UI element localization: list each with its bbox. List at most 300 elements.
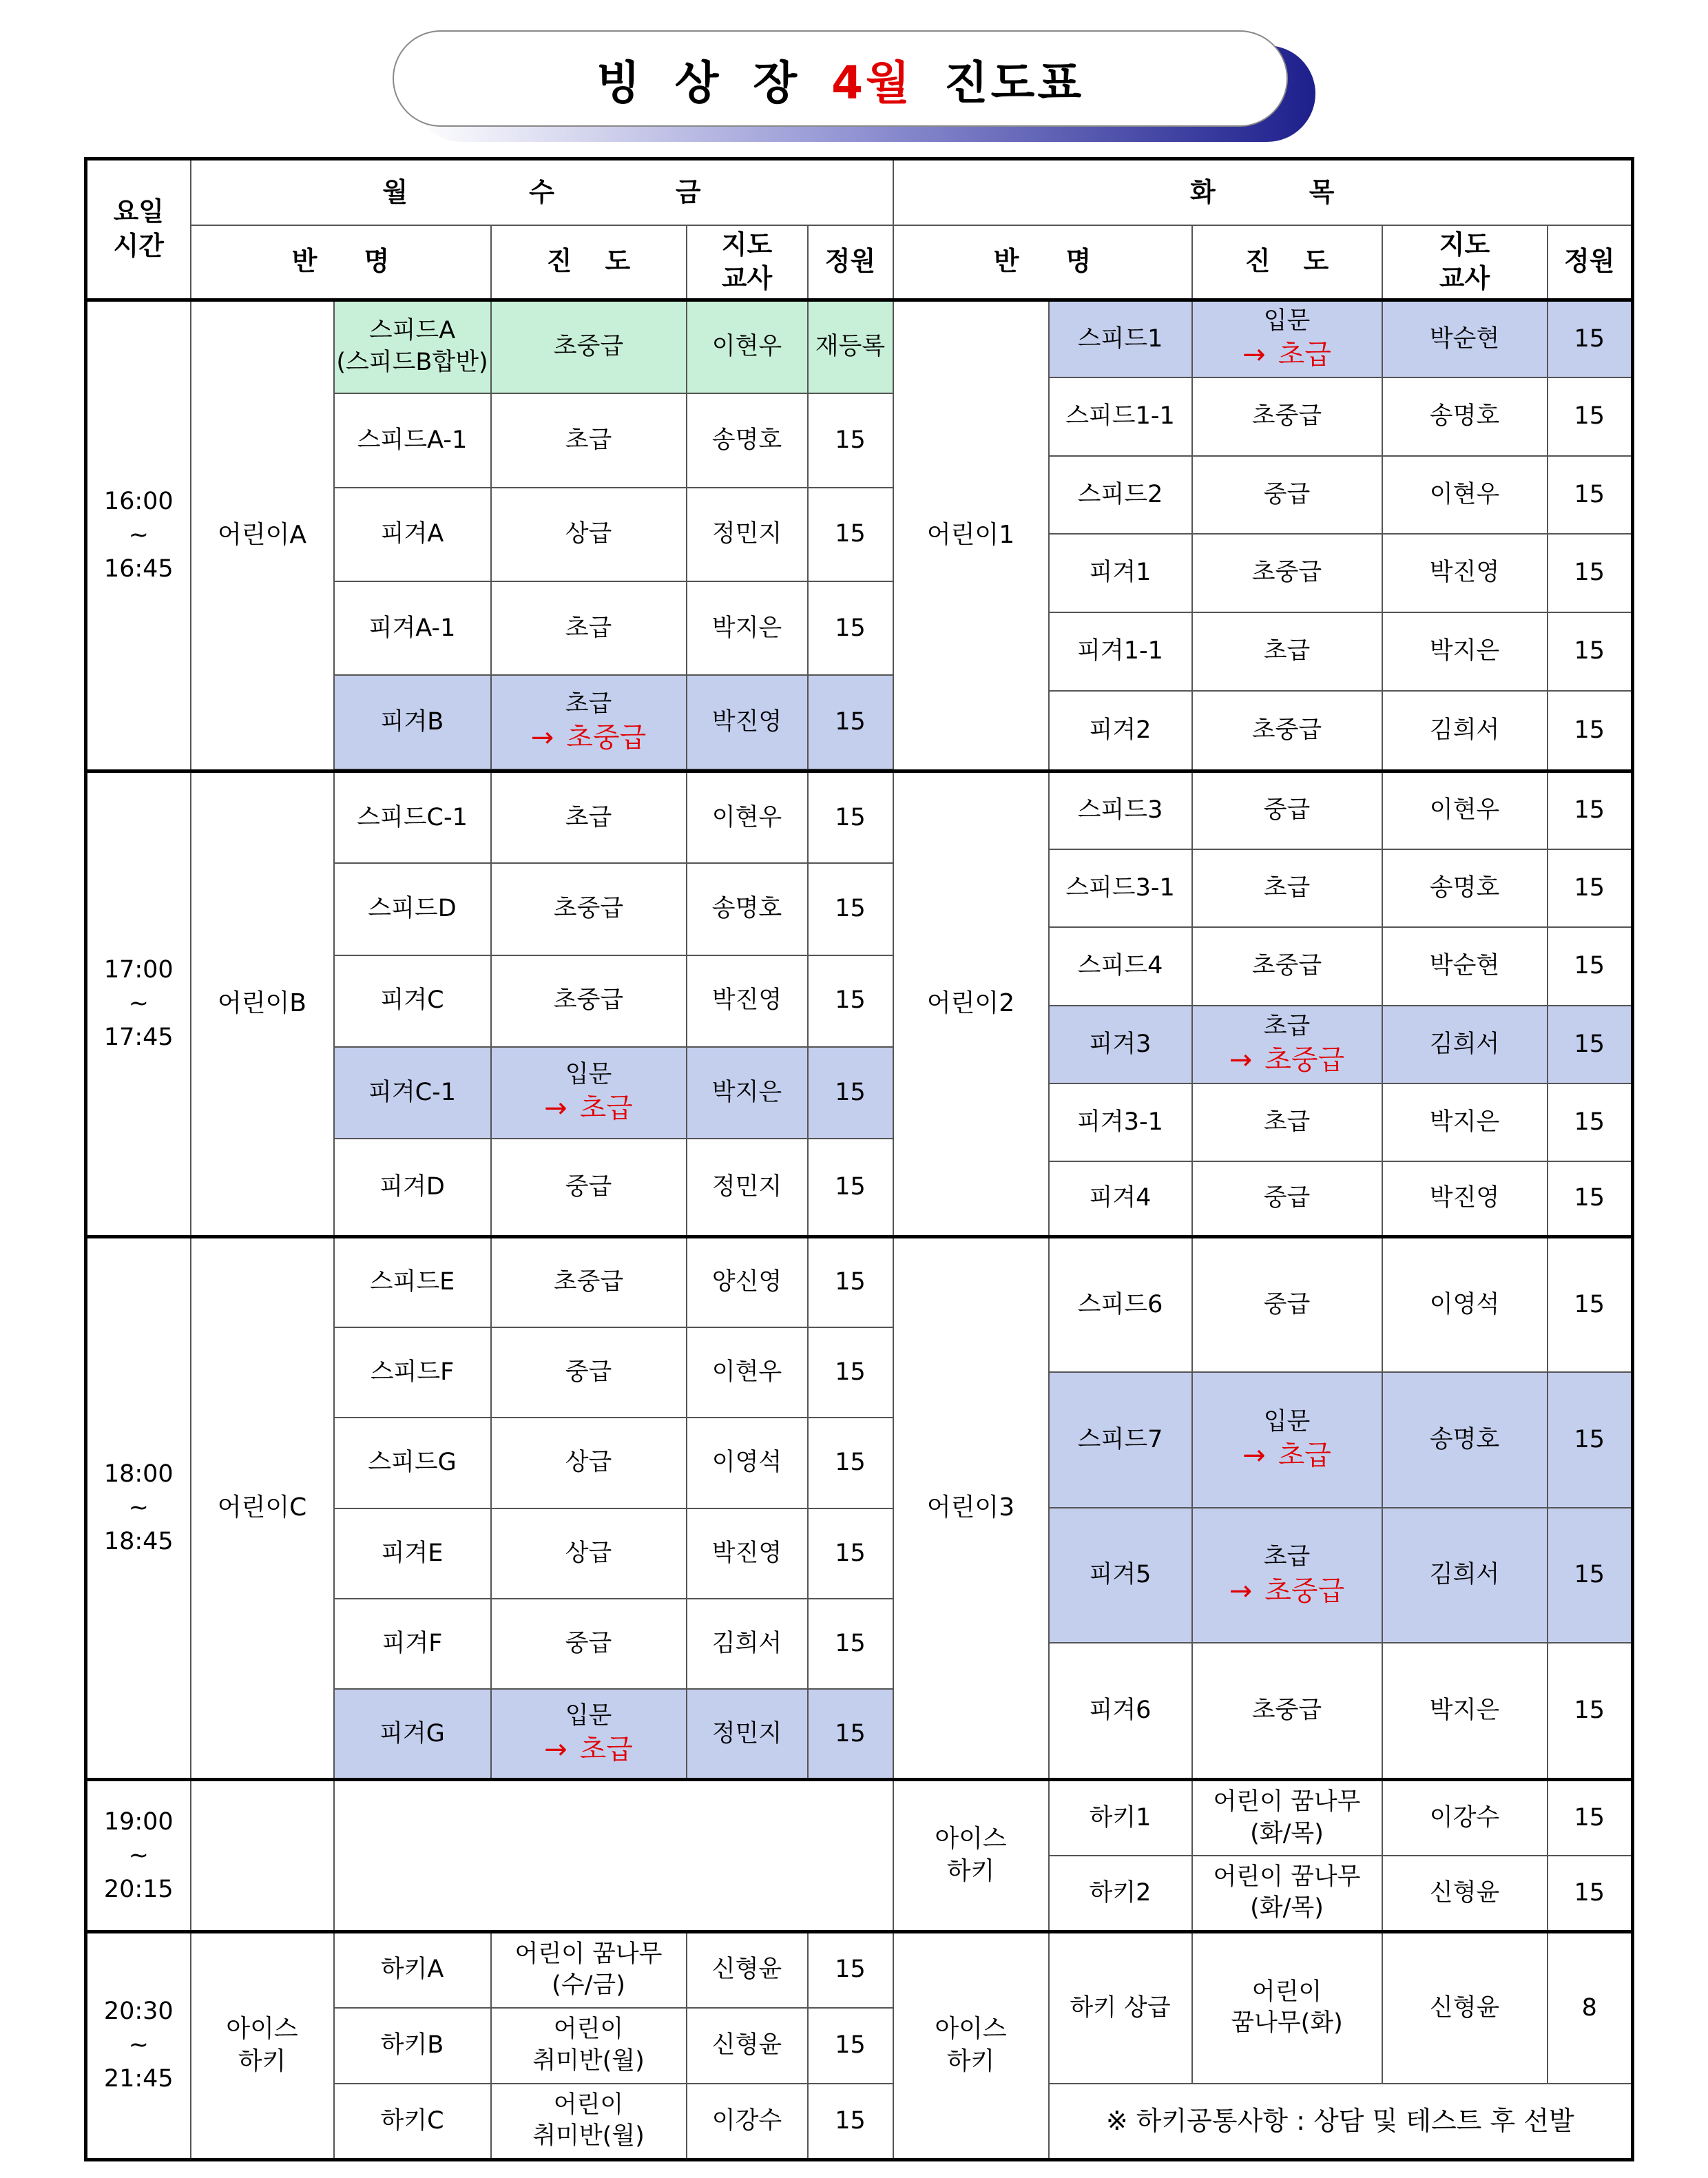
progress-line: 어린이 — [553, 2091, 624, 2119]
progress-next — [1193, 1573, 1382, 1609]
time-label: 시간 — [113, 230, 164, 261]
progress-level: 중급 — [565, 1172, 612, 1201]
teacher-name: 김희서 — [1429, 716, 1500, 744]
progress-level: 중급 — [1263, 1290, 1311, 1318]
time-line: 20:30 — [103, 1998, 174, 2026]
class-header-char: 명 — [364, 246, 390, 277]
title-word-3: 장 — [753, 56, 800, 110]
capacity-cell — [1548, 1856, 1633, 1931]
teacher-name: 정민지 — [711, 520, 782, 548]
progress-cell — [491, 1931, 687, 2007]
capacity-cell — [808, 1327, 893, 1418]
progress-cell — [1192, 1161, 1382, 1236]
capacity-value: 15 — [1574, 1108, 1605, 1136]
progress-current: 초급 — [1263, 1543, 1311, 1571]
progress-next-level: 초급 — [579, 1092, 633, 1125]
time-line: ~ — [128, 990, 149, 1018]
capacity-cell — [1548, 1780, 1633, 1856]
group-cell — [893, 1931, 1049, 2159]
progress-line: 어린이 꿈나무 — [514, 1940, 663, 1968]
capacity-value: 15 — [835, 803, 866, 831]
progress-level: 초급 — [1263, 1108, 1311, 1136]
class-name: 피겨F — [382, 1629, 443, 1657]
class-name: 스피드D — [368, 895, 457, 923]
capacity-cell — [808, 1599, 893, 1689]
capacity-cell — [808, 393, 893, 487]
teacher-name: 송명호 — [1429, 402, 1500, 431]
teacher-cell — [687, 863, 808, 955]
progress-current: 초급 — [565, 689, 612, 718]
progress-level: 상급 — [565, 1539, 612, 1567]
class-name: 스피드A-1 — [357, 426, 468, 454]
class-header — [191, 225, 491, 300]
class-name-cell — [1049, 1372, 1192, 1508]
capacity-value: 15 — [1574, 1803, 1605, 1832]
class-name: 하키1 — [1089, 1803, 1152, 1832]
progress-cell — [491, 300, 687, 393]
class-name: 하키C — [380, 2106, 444, 2135]
class-name-cell — [1049, 1643, 1192, 1780]
teacher-cell — [1382, 1931, 1548, 2084]
teacher-name: 박진영 — [711, 1539, 782, 1567]
class-name-cell — [1049, 1006, 1192, 1083]
progress-cell — [1192, 612, 1382, 690]
capacity-value: 15 — [835, 1268, 866, 1296]
group-cell — [191, 1931, 334, 2159]
progress-cell — [1192, 771, 1382, 849]
class-name: 피겨3 — [1089, 1030, 1152, 1058]
capacity-cell — [808, 1047, 893, 1139]
progress-level: 초급 — [565, 614, 612, 642]
capacity-cell — [1548, 534, 1633, 612]
teacher-name: 송명호 — [1429, 874, 1500, 902]
progress-level: 초중급 — [553, 986, 624, 1015]
progress-line: 취미반(월) — [532, 2122, 645, 2150]
class-name-cell — [334, 1689, 491, 1779]
teacher-name: 이강수 — [1429, 1803, 1500, 1832]
class-name-cell — [334, 393, 491, 487]
teacher-name: 박순현 — [1429, 952, 1500, 980]
progress-next-level: 초급 — [1278, 1440, 1331, 1472]
capacity-value: 15 — [1574, 1290, 1605, 1318]
teacher-name: 이영석 — [711, 1449, 782, 1477]
progress-header — [491, 225, 687, 300]
progress-level: 중급 — [1263, 480, 1311, 508]
progress-level: 초중급 — [553, 1268, 624, 1296]
capacity-cell — [1548, 612, 1633, 690]
arrow-icon: → — [544, 1092, 567, 1125]
teacher-cell — [687, 393, 808, 487]
progress-current: 입문 — [1263, 307, 1311, 335]
capacity-cell — [808, 1139, 893, 1236]
group-cell — [893, 771, 1049, 1237]
teacher-cell — [1382, 1083, 1548, 1161]
class-name-cell — [334, 1599, 491, 1689]
capacity-value: 15 — [1574, 1184, 1605, 1212]
teacher-name: 신형윤 — [1429, 1878, 1500, 1907]
progress-line: (수/금) — [552, 1971, 625, 2000]
tt-header — [893, 159, 1633, 225]
capacity-cell — [808, 675, 893, 769]
class-name-cell — [1049, 1237, 1192, 1373]
capacity-value: 15 — [835, 1539, 866, 1567]
time-line: ~ — [128, 521, 149, 549]
teacher-cell — [687, 1418, 808, 1508]
title-word-1: 빙 — [596, 56, 643, 110]
class-name: 피겨3-1 — [1077, 1108, 1163, 1136]
day-time-header — [86, 159, 191, 300]
progress-line: 어린이 꿈나무 — [1213, 1863, 1361, 1891]
arrow-icon: → — [1229, 1044, 1253, 1077]
class-name: 스피드C-1 — [357, 803, 468, 831]
capacity-value: 15 — [1574, 1030, 1605, 1058]
progress-header — [1192, 225, 1382, 300]
class-name: 스피드3-1 — [1065, 874, 1175, 902]
teacher-cell — [687, 771, 808, 863]
group-cell — [191, 300, 334, 771]
capacity-value: 15 — [835, 614, 866, 642]
time-line: 16:00 — [103, 487, 174, 515]
class-name-cell — [334, 1931, 491, 2007]
progress-cell — [1192, 1006, 1382, 1083]
header-row-days — [86, 159, 1633, 225]
teacher-name: 박순현 — [1429, 324, 1500, 353]
teacher-name: 이현우 — [711, 1358, 782, 1386]
progress-header-char: 진 — [546, 246, 572, 277]
capacity-value: 15 — [1574, 952, 1605, 980]
capacity-value: 15 — [835, 707, 866, 736]
progress-cell — [1192, 377, 1382, 455]
teacher-name: 김희서 — [711, 1629, 782, 1657]
teacher-name: 박진영 — [711, 707, 782, 736]
teacher-name: 정민지 — [711, 1172, 782, 1201]
progress-next-level: 초중급 — [1264, 1044, 1345, 1077]
time-line: 20:15 — [103, 1875, 174, 1903]
teacher-cell — [1382, 849, 1548, 927]
schedule-table — [84, 157, 1634, 2161]
class-name-cell — [334, 675, 491, 769]
capacity-cell — [1548, 691, 1633, 771]
teacher-header — [1382, 225, 1548, 300]
time-line: ~ — [128, 1841, 149, 1869]
class-name: 피겨G — [379, 1719, 445, 1747]
capacity-cell — [1548, 1161, 1633, 1236]
teacher-name: 박진영 — [1429, 559, 1500, 587]
teacher-cell — [687, 1508, 808, 1599]
capacity-cell — [808, 581, 893, 675]
class-name-cell — [1049, 1931, 1192, 2084]
teacher-name: 이현우 — [711, 803, 782, 831]
capacity-cell — [1548, 456, 1633, 534]
class-name: 피겨C — [380, 986, 444, 1015]
capacity-cell — [808, 2008, 893, 2084]
capacity-header — [808, 225, 893, 300]
progress-level: 초중급 — [553, 333, 624, 361]
class-name: 피겨2 — [1089, 716, 1152, 744]
progress-cell — [1192, 1856, 1382, 1931]
progress-level: 초중급 — [1251, 559, 1322, 587]
time-line: 16:45 — [103, 554, 174, 583]
progress-cell — [1192, 1237, 1382, 1373]
time-line: ~ — [128, 1494, 149, 1522]
progress-next — [1193, 1438, 1382, 1473]
progress-cell — [1192, 1083, 1382, 1161]
capacity-cell — [808, 1418, 893, 1508]
teacher-cell — [1382, 1372, 1548, 1508]
teacher-cell — [1382, 1508, 1548, 1643]
class-name: 스피드7 — [1077, 1425, 1163, 1453]
teacher-cell — [687, 1047, 808, 1139]
progress-line: 어린이 — [1251, 1978, 1322, 2006]
progress-cell — [491, 2084, 687, 2160]
progress-cell — [491, 955, 687, 1047]
mwf-header — [191, 159, 893, 225]
class-name: 피겨A — [380, 520, 444, 548]
group-cell — [893, 1237, 1049, 1780]
capacity-cell — [1548, 927, 1633, 1005]
class-name-cell — [1049, 456, 1192, 534]
day-name: 목 — [1309, 176, 1335, 207]
teacher-name: 박지은 — [711, 1078, 782, 1106]
progress-cell — [1192, 1643, 1382, 1780]
progress-level: 초중급 — [1251, 402, 1322, 431]
progress-cell — [1192, 1780, 1382, 1856]
progress-line: 꿈나무(화) — [1231, 2009, 1343, 2037]
progress-current: 입문 — [1263, 1407, 1311, 1435]
class-name: 스피드G — [368, 1449, 457, 1477]
capacity-cell — [808, 1237, 893, 1327]
group-name-line: 아이스 — [226, 2015, 298, 2044]
progress-next — [492, 1090, 686, 1126]
class-name: 피겨C-1 — [368, 1078, 456, 1106]
teacher-name: 신형윤 — [711, 1956, 782, 1984]
time-line: 18:45 — [103, 1528, 174, 1556]
teacher-name: 정민지 — [711, 1719, 782, 1747]
teacher-cell — [1382, 612, 1548, 690]
teacher-header-line: 지도 — [1439, 229, 1490, 260]
capacity-value: 15 — [835, 520, 866, 548]
arrow-icon: → — [544, 1734, 567, 1766]
day-name: 월 — [382, 176, 408, 207]
progress-level: 초중급 — [553, 895, 624, 923]
teacher-cell — [1382, 927, 1548, 1005]
class-name: 스피드3 — [1077, 796, 1163, 824]
capacity-value: 15 — [1574, 1696, 1605, 1724]
teacher-cell — [1382, 1856, 1548, 1931]
progress-current: 초급 — [1263, 1012, 1311, 1040]
arrow-icon: → — [1242, 339, 1266, 371]
class-name: 피겨1 — [1089, 559, 1152, 587]
progress-level: 초중급 — [1251, 716, 1322, 744]
class-name: 하키 상급 — [1070, 1993, 1171, 2022]
group-name-line: 아이스 — [935, 1825, 1007, 1854]
teacher-cell — [687, 675, 808, 769]
day-label: 요일 — [113, 196, 164, 227]
progress-cell — [1192, 456, 1382, 534]
hockey-row — [86, 1931, 1633, 2007]
teacher-name: 신형윤 — [711, 2031, 782, 2060]
class-name-cell — [334, 1327, 491, 1418]
progress-cell — [491, 1689, 687, 1779]
class-name: 피겨E — [381, 1539, 444, 1567]
class-name-cell — [1049, 612, 1192, 690]
progress-line: (화/목) — [1250, 1894, 1324, 1922]
class-name-cell — [1049, 1083, 1192, 1161]
teacher-cell — [687, 1327, 808, 1418]
class-name-cell — [334, 1508, 491, 1599]
progress-header-char: 도 — [605, 246, 631, 277]
progress-next — [1193, 337, 1382, 373]
capacity-value: 15 — [835, 1719, 866, 1747]
teacher-cell — [1382, 377, 1548, 455]
time-line: ~ — [128, 2031, 149, 2060]
teacher-cell — [687, 581, 808, 675]
capacity-cell — [1548, 1931, 1633, 2084]
progress-current: 입문 — [565, 1060, 612, 1088]
capacity-value: 15 — [1574, 559, 1605, 587]
teacher-name: 이현우 — [1429, 796, 1500, 824]
header-row-columns — [86, 225, 1633, 300]
teacher-cell — [1382, 771, 1548, 849]
schedule-row — [86, 771, 1633, 849]
hockey-row — [86, 1780, 1633, 1856]
progress-cell — [1192, 1931, 1382, 2084]
capacity-cell — [1548, 1237, 1633, 1373]
group-cell — [893, 300, 1049, 771]
day-name: 금 — [675, 176, 701, 207]
class-name-cell — [334, 488, 491, 581]
class-name: 스피드2 — [1077, 480, 1163, 508]
progress-cell — [491, 488, 687, 581]
progress-next — [492, 720, 686, 756]
capacity-value: 15 — [1574, 1425, 1605, 1453]
progress-level: 중급 — [565, 1358, 612, 1386]
group-name-line: 아이스 — [935, 2015, 1007, 2044]
capacity-header: 정원 — [1564, 246, 1615, 277]
title-banner — [393, 30, 1309, 134]
teacher-cell — [687, 300, 808, 393]
capacity-value: 15 — [835, 426, 866, 454]
progress-line: (화/목) — [1250, 1819, 1324, 1847]
progress-cell — [491, 2008, 687, 2084]
group-name-line: 하키 — [946, 1857, 995, 1886]
teacher-name: 신형윤 — [1429, 1993, 1500, 2022]
teacher-cell — [1382, 691, 1548, 771]
progress-cell — [1192, 927, 1382, 1005]
schedule-row — [86, 1237, 1633, 1327]
teacher-name: 송명호 — [711, 895, 782, 923]
class-name: 스피드1 — [1077, 324, 1163, 353]
title-word-2: 상 — [674, 56, 722, 110]
capacity-cell — [1548, 849, 1633, 927]
time-cell — [86, 1931, 191, 2159]
progress-cell — [1192, 691, 1382, 771]
capacity-cell — [808, 2084, 893, 2160]
group-name: 어린이1 — [926, 521, 1015, 550]
teacher-cell — [687, 1599, 808, 1689]
class-name-cell — [1049, 771, 1192, 849]
class-name-line: (스피드B합반) — [336, 348, 488, 376]
class-name-cell — [334, 1139, 491, 1236]
progress-cell — [1192, 1372, 1382, 1508]
day-name: 수 — [529, 176, 554, 207]
class-header-char: 반 — [993, 246, 1019, 277]
class-name-cell — [334, 1418, 491, 1508]
class-name-cell — [1049, 1161, 1192, 1236]
capacity-value: 15 — [1574, 1561, 1605, 1589]
group-name-line: 하키 — [946, 2046, 995, 2075]
class-name: 피겨6 — [1089, 1696, 1152, 1724]
group-name: 어린이2 — [926, 989, 1015, 1018]
capacity-value: 15 — [1574, 1878, 1605, 1907]
progress-current: 입문 — [565, 1701, 612, 1730]
hockey-note — [1049, 2084, 1633, 2160]
class-name: 스피드F — [370, 1358, 455, 1386]
progress-cell — [491, 1139, 687, 1236]
progress-line: 어린이 꿈나무 — [1213, 1788, 1361, 1816]
group-name: 어린이3 — [926, 1493, 1015, 1522]
capacity-cell — [1548, 1006, 1633, 1083]
teacher-name: 박지은 — [1429, 637, 1500, 665]
teacher-name: 송명호 — [1429, 1425, 1500, 1453]
progress-cell — [1192, 1508, 1382, 1643]
teacher-name: 양신영 — [711, 1268, 782, 1296]
progress-cell — [491, 1508, 687, 1599]
capacity-value: 15 — [1574, 480, 1605, 508]
capacity-cell — [1548, 1508, 1633, 1643]
capacity-value: 8 — [1581, 1993, 1597, 2022]
capacity-cell — [1548, 377, 1633, 455]
capacity-value: 15 — [835, 986, 866, 1015]
class-name-cell — [334, 771, 491, 863]
teacher-cell — [1382, 1780, 1548, 1856]
teacher-cell — [1382, 1161, 1548, 1236]
progress-next-level: 초중급 — [1264, 1575, 1345, 1607]
class-name-cell — [334, 581, 491, 675]
class-name-cell — [334, 1047, 491, 1139]
class-name: 피겨D — [379, 1172, 445, 1201]
progress-level: 초급 — [1263, 874, 1311, 902]
time-cell — [86, 771, 191, 1237]
class-name-cell — [1049, 1856, 1192, 1931]
teacher-name: 이강수 — [711, 2106, 782, 2135]
progress-cell — [491, 675, 687, 769]
class-name: 하키2 — [1089, 1878, 1152, 1907]
capacity-header — [1548, 225, 1633, 300]
capacity-value: 15 — [835, 1449, 866, 1477]
progress-cell — [1192, 849, 1382, 927]
time-line: 18:00 — [103, 1460, 174, 1489]
capacity-value: 15 — [835, 2106, 866, 2135]
capacity-cell — [808, 1931, 893, 2007]
class-name: 스피드1-1 — [1065, 402, 1175, 431]
capacity-cell — [808, 863, 893, 955]
progress-cell — [491, 1599, 687, 1689]
capacity-cell — [1548, 1083, 1633, 1161]
group-cell — [191, 1237, 334, 1780]
group-name: 어린이C — [217, 1493, 307, 1522]
class-name: 스피드4 — [1077, 952, 1163, 980]
capacity-cell — [1548, 771, 1633, 849]
class-name: 피겨4 — [1089, 1184, 1152, 1212]
class-name: 하키B — [380, 2031, 444, 2060]
time-line: 17:45 — [103, 1024, 174, 1052]
teacher-name: 박진영 — [1429, 1184, 1500, 1212]
group-name: 어린이A — [218, 521, 306, 550]
capacity-cell — [808, 955, 893, 1047]
class-name-cell — [334, 2008, 491, 2084]
note-text: ※ 하키공통사항 : 상담 및 테스트 후 선발 — [1105, 2105, 1574, 2136]
